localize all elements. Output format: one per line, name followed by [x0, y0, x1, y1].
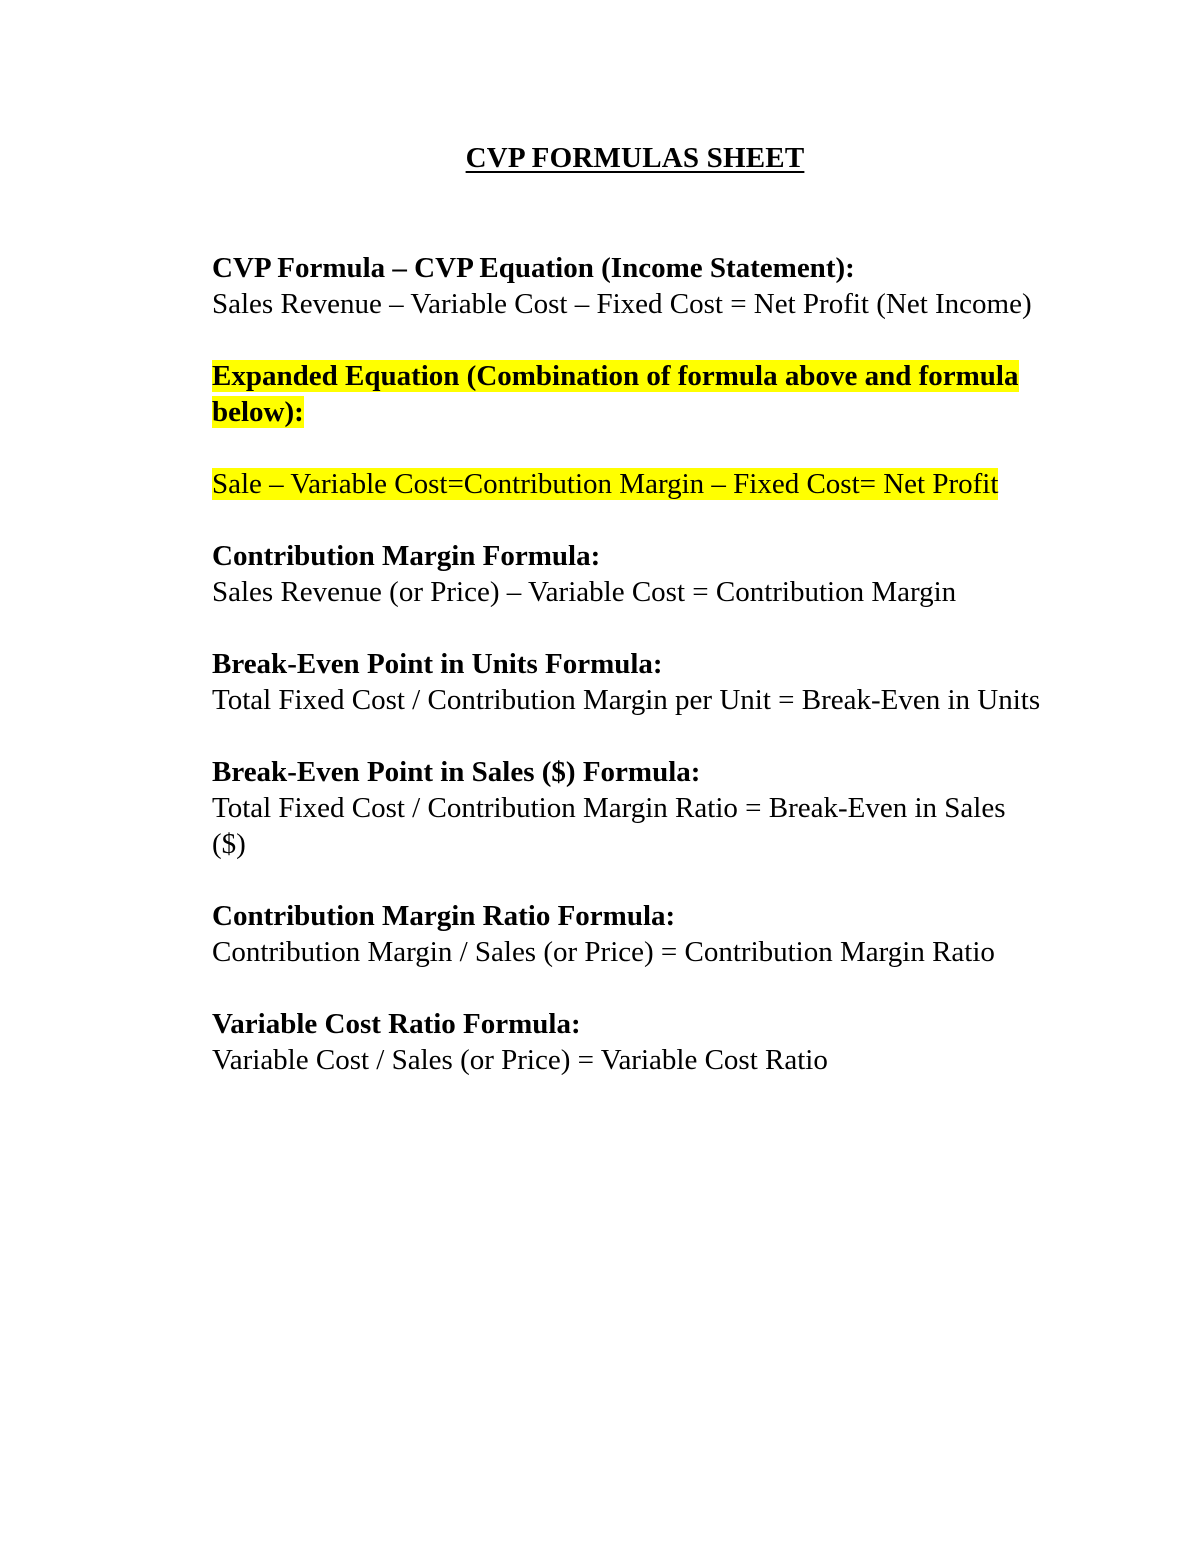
expanded-equation-section — [212, 466, 1042, 502]
document-title: CVP FORMULAS SHEET — [465, 142, 805, 174]
section-heading: Break-Even Point in Units Formula: — [212, 648, 663, 680]
break-even-units-section — [212, 646, 1042, 718]
formula-text: Total Fixed Cost / Contribution Margin Ratio = Break-Even in Sales ($) — [212, 792, 1006, 860]
formula-text: Sales Revenue (or Price) – Variable Cost = Contribution Margin — [212, 576, 957, 608]
section-heading: Variable Cost Ratio Formula: — [212, 1008, 581, 1040]
section-heading: CVP Formula – CVP Equation (Income Statement): — [212, 252, 855, 284]
contribution-margin-section — [212, 538, 1042, 610]
section-heading: Break-Even Point in Sales ($) Formula: — [212, 756, 701, 788]
formula-list — [212, 250, 1042, 1114]
highlighted-heading: Expanded Equation (Combination of formula above and formula below): — [212, 360, 1019, 428]
formula-text: Variable Cost / Sales (or Price) = Variable Cost Ratio — [212, 1044, 828, 1076]
highlighted-formula-text: Sale – Variable Cost=Contribution Margin – Fixed Cost= Net Profit — [212, 468, 999, 500]
variable-cost-ratio-section — [212, 1006, 1042, 1078]
section-heading: Contribution Margin Formula: — [212, 540, 601, 572]
contribution-margin-ratio-section — [212, 898, 1042, 970]
break-even-sales-section — [212, 754, 1042, 862]
formula-text: Contribution Margin / Sales (or Price) = Contribution Margin Ratio — [212, 936, 995, 968]
formula-text: Total Fixed Cost / Contribution Margin per Unit = Break-Even in Units — [212, 684, 1041, 716]
formula-text: Sales Revenue – Variable Cost – Fixed Cost = Net Profit (Net Income) — [212, 288, 1032, 320]
section-heading: Contribution Margin Ratio Formula: — [212, 900, 676, 932]
expanded-equation-heading-section — [212, 358, 1042, 430]
cvp-equation-section — [212, 250, 1042, 322]
